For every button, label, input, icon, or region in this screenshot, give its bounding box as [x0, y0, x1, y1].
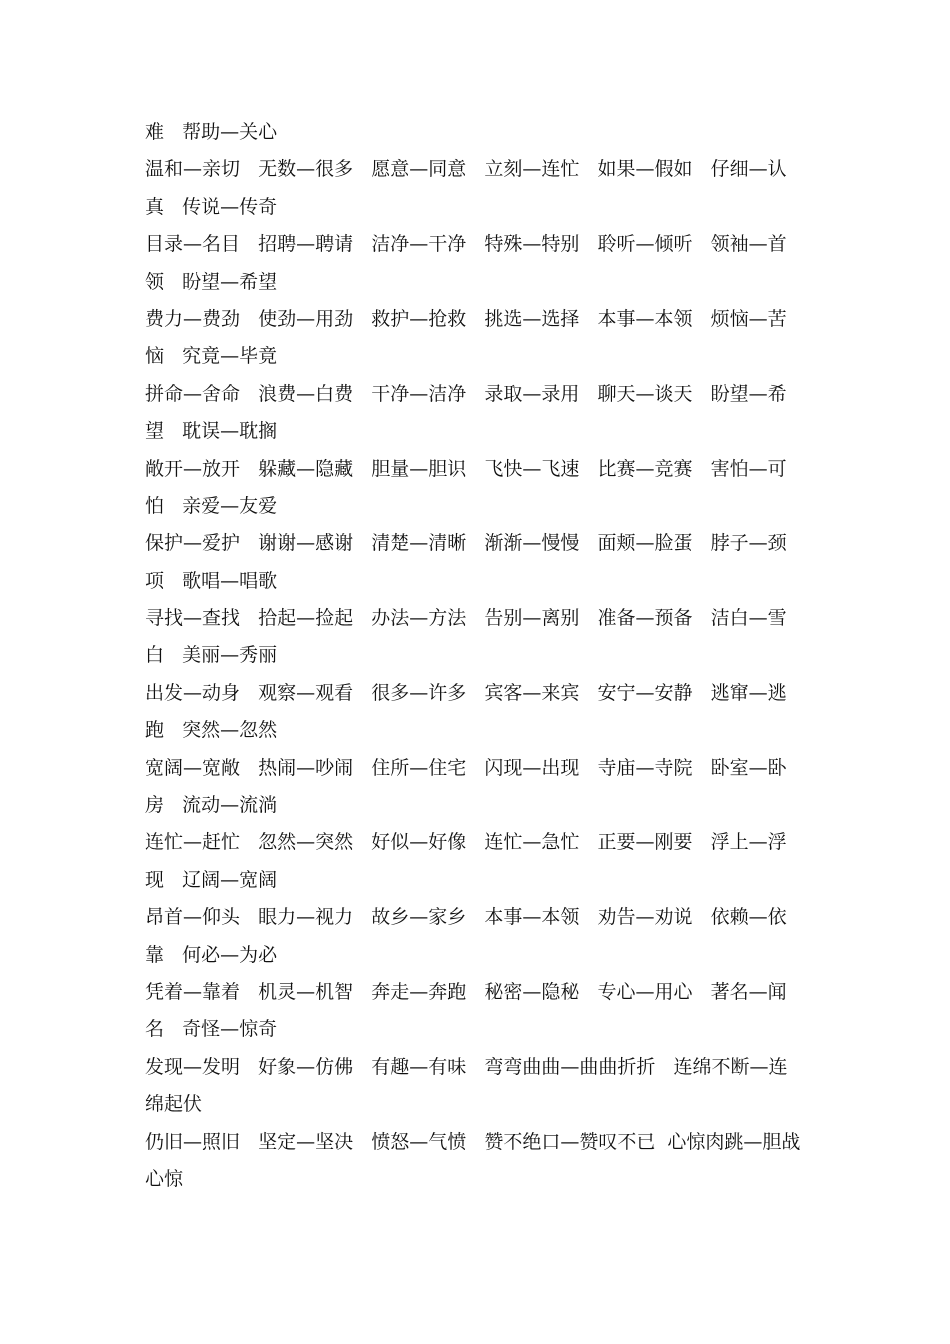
text-line: 白 美丽—秀丽 — [145, 644, 278, 667]
text-line: 昂首—仰头 眼力—视力 故乡—家乡 本事—本领 劝告—劝说 依赖—依 — [145, 906, 787, 929]
text-line: 靠 何必—为必 — [145, 943, 278, 966]
synonym-word-list — [145, 114, 815, 1198]
text-line: 怕 亲爱—友爱 — [145, 494, 278, 517]
text-line: 出发—动身 观察—观看 很多—许多 宾客—来宾 安宁—安静 逃窜—逃 — [145, 681, 787, 704]
text-line: 保护—爱护 谢谢—感谢 清楚—清晰 渐渐—慢慢 面颊—脸蛋 脖子—颈 — [145, 532, 787, 555]
text-line: 发现—发明 好象—仿佛 有趣—有味 弯弯曲曲—曲曲折折 连绵不断—连 — [145, 1055, 788, 1078]
text-line: 难 帮助—关心 — [145, 121, 278, 143]
text-line: 仍旧—照旧 坚定—坚决 愤怒—气愤 赞不绝口—赞叹不已 心惊肉跳—胆战 — [145, 1130, 801, 1153]
text-line: 名 奇怪—惊奇 — [145, 1018, 278, 1041]
text-line: 敞开—放开 躲藏—隐藏 胆量—胆识 飞快—飞速 比赛—竞赛 害怕—可 — [145, 457, 787, 480]
text-line: 恼 究竟—毕竟 — [145, 345, 278, 368]
text-line: 目录—名目 招聘—聘请 洁净—干净 特殊—特别 聆听—倾听 领袖—首 — [145, 233, 787, 256]
text-line: 心惊 — [145, 1167, 184, 1190]
text-line: 真 传说—传奇 — [145, 195, 278, 218]
text-line: 连忙—赶忙 忽然—突然 好似—好像 连忙—急忙 正要—刚要 浮上—浮 — [145, 831, 787, 854]
text-line: 现 辽阔—宽阔 — [145, 868, 278, 891]
text-line: 望 耽误—耽搁 — [145, 420, 278, 443]
text-line: 凭着—靠着 机灵—机智 奔走—奔跑 秘密—隐秘 专心—用心 著名—闻 — [145, 980, 787, 1003]
text-line: 寻找—查找 拾起—捡起 办法—方法 告别—离别 准备—预备 洁白—雪 — [145, 607, 787, 630]
text-line: 跑 突然—忽然 — [145, 719, 278, 742]
text-line: 项 歌唱—唱歌 — [145, 569, 278, 592]
text-line: 绵起伏 — [145, 1093, 203, 1116]
text-line: 房 流动—流淌 — [145, 794, 278, 817]
text-line: 温和—亲切 无数—很多 愿意—同意 立刻—连忙 如果—假如 仔细—认 — [145, 158, 787, 181]
text-line: 领 盼望—希望 — [145, 270, 278, 293]
text-line: 拼命—舍命 浪费—白费 干净—洁净 录取—录用 聊天—谈天 盼望—希 — [145, 382, 787, 405]
text-line: 宽阔—宽敞 热闹—吵闹 住所—住宅 闪现—出现 寺庙—寺院 卧室—卧 — [145, 756, 787, 779]
text-line: 费力—费劲 使劲—用劲 救护—抢救 挑选—选择 本事—本领 烦恼—苦 — [145, 307, 787, 330]
